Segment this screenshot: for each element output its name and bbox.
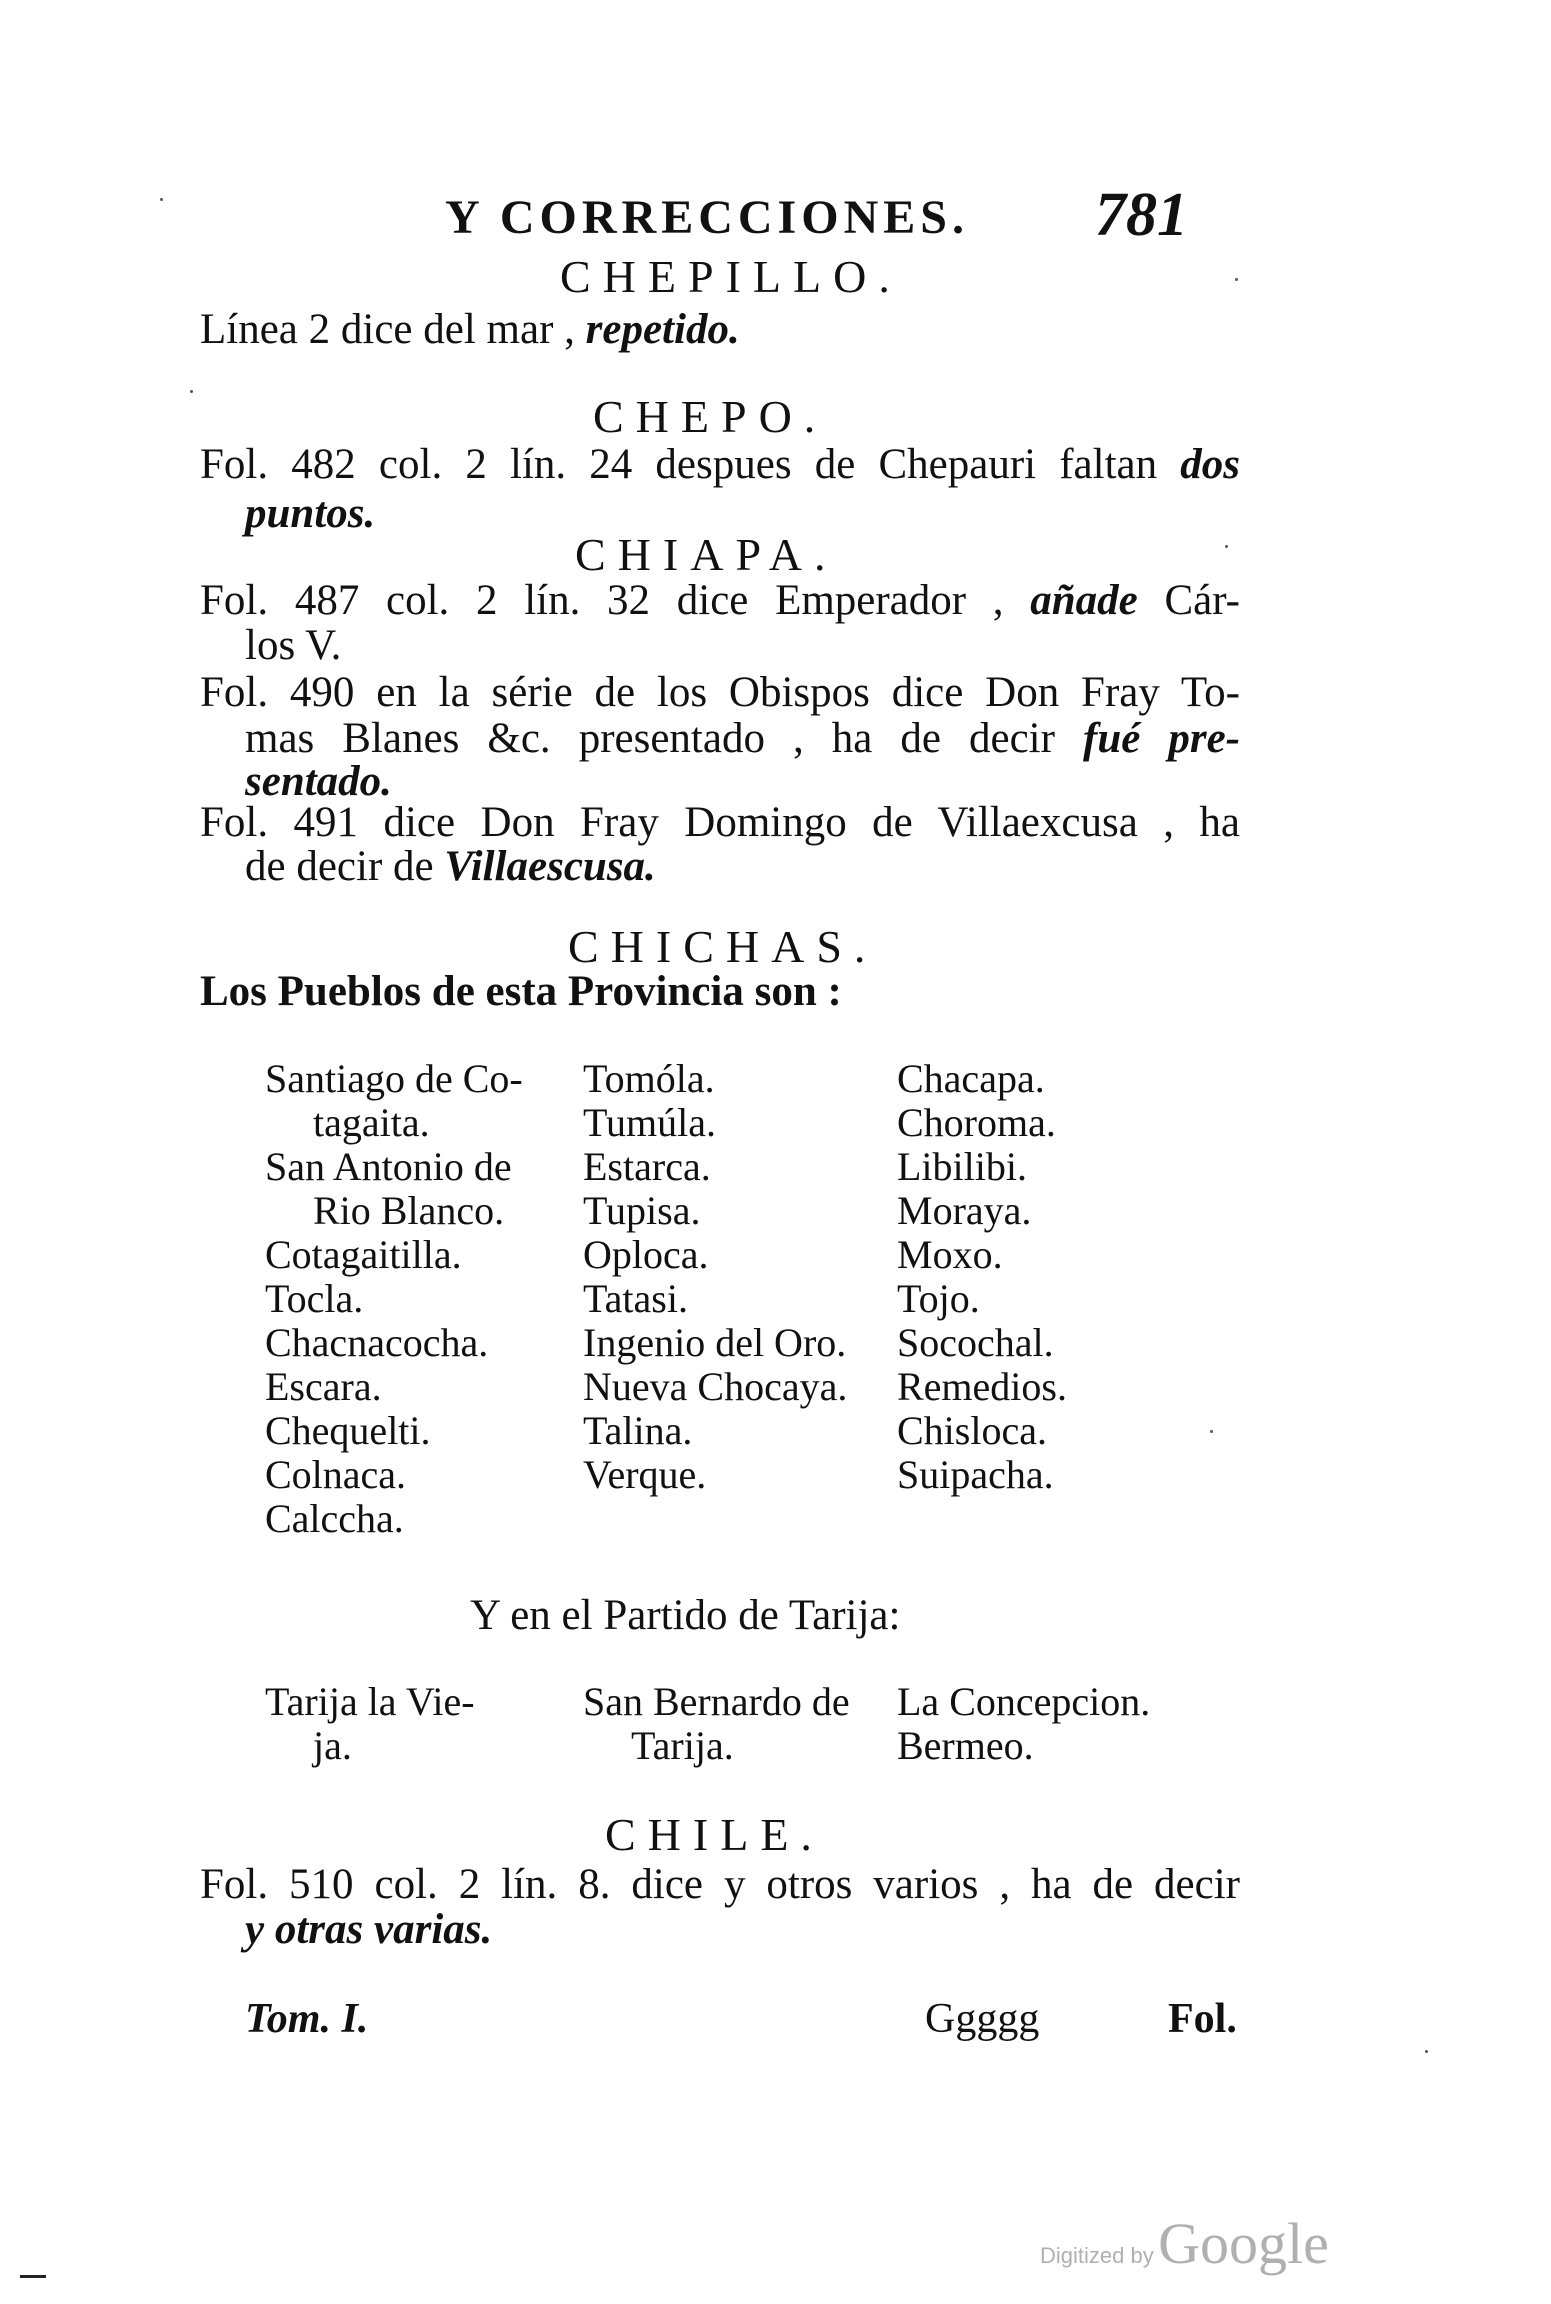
chepo-line-2: puntos. [245,490,376,537]
running-title: Y CORRECCIONES. [445,191,969,244]
list-item: Calccha. [265,1496,404,1541]
signature-mark: Ggggg [925,1996,1040,2042]
list-item: Tarija. [631,1723,734,1768]
list-item: Tumúla. [583,1100,717,1145]
list-item: Remedios. [897,1364,1067,1409]
chiapa-e3-text: de decir de [245,843,434,890]
list-item: Bermeo. [897,1723,1034,1768]
list-item: Tojo. [897,1276,980,1321]
chepo-text: Fol. 482 col. 2 lín. 24 despues de Chepauri faltan [200,441,1158,488]
list-item: Ingenio del Oro. [583,1320,847,1365]
tarija-intro: Y en el Partido de Tarija: [470,1592,901,1639]
section-title-chepillo: CHEPILLO. [560,251,902,302]
chiapa-entry-2-line-3: sentado. [245,758,392,805]
chile-line-2: y otras varias. [245,1906,493,1953]
list-item: Tomóla. [583,1056,715,1101]
google-logo-text: Google [1158,2211,1329,2276]
list-item: Socochal. [897,1320,1054,1365]
scan-speck [1425,2050,1428,2053]
catchword: Fol. [1168,1996,1237,2042]
chiapa-entry-3-line-1: Fol. 491 dice Don Fray Domingo de Villaexcusa , ha [200,799,1240,846]
scan-speck [1235,278,1238,281]
list-item: Colnaca. [265,1452,407,1497]
chiapa-e1-text: Fol. 487 col. 2 lín. 32 dice Emperador , [200,577,1004,624]
scan-speck [1210,1430,1213,1433]
list-item: Tatasi. [583,1276,688,1321]
page-number: 781 [1095,181,1188,249]
chiapa-e1-end: Cár- [1164,577,1240,624]
chiapa-entry-2-line-1: Fol. 490 en la série de los Obispos dice Don Fray To- [200,669,1240,716]
watermark-prefix: Digitized by [1040,2243,1154,2268]
list-item: Tocla. [265,1276,364,1321]
chepo-italic: dos [1180,441,1241,488]
chichas-intro: Los Pueblos de esta Provincia son : [200,968,842,1015]
list-item: Escara. [265,1364,382,1409]
chiapa-e3-italic: Villaescusa. [444,843,656,890]
list-item: La Concepcion. [897,1679,1151,1724]
chiapa-entry-2-line-2 [245,714,1240,763]
list-item: Rio Blanco. [313,1188,505,1233]
chepillo-line-1 [200,306,740,354]
section-title-chichas: CHICHAS. [568,921,878,972]
chichas-column-1 [265,1057,523,1541]
section-title-chile: CHILE. [605,1809,824,1860]
list-item: Chisloca. [897,1408,1047,1453]
volume-mark: Tom. I. [245,1996,369,2042]
chiapa-e1-italic: añade [1030,577,1138,624]
tarija-column-2 [583,1680,850,1768]
list-item: Choroma. [897,1100,1056,1145]
section-title-chepo: CHEPO. [593,391,828,442]
scan-speck [190,390,193,393]
tarija-column-3 [897,1680,1150,1768]
list-item: Moraya. [897,1188,1032,1233]
list-item: Oploca. [583,1232,709,1277]
chiapa-entry-3-line-2 [245,843,656,891]
list-item: Cotagaitilla. [265,1232,462,1277]
list-item: Chequelti. [265,1408,431,1453]
chiapa-e2-text: mas Blanes &c. presentado , ha de decir [245,715,1055,762]
list-item: San Bernardo de [583,1679,850,1724]
list-item: Verque. [583,1452,707,1497]
chiapa-e2-italic: fué pre- [1083,715,1240,762]
list-item: Tupisa. [583,1188,701,1233]
scan-edge-mark [20,2275,46,2278]
list-item: Moxo. [897,1232,1003,1277]
list-item: Libilibi. [897,1144,1027,1189]
list-item: Estarca. [583,1144,711,1189]
list-item: Suipacha. [897,1452,1054,1497]
chepillo-italic: repetido. [585,306,740,353]
chile-line-1: Fol. 510 col. 2 lín. 8. dice y otros varios , ha de decir [200,1861,1240,1908]
list-item: Chacnacocha. [265,1320,489,1365]
list-item: Nueva Chocaya. [583,1364,848,1409]
tarija-column-1 [265,1680,475,1768]
chichas-column-2 [583,1057,853,1497]
scan-speck [1225,545,1228,548]
chiapa-entry-1-line-2: los V. [245,622,342,669]
chepillo-text: Línea 2 dice del mar , [200,306,575,353]
section-title-chiapa: CHIAPA. [575,529,838,580]
list-item: Tarija la Vie- [265,1679,475,1724]
chepo-line-1 [200,440,1240,489]
list-item: Talina. [583,1408,693,1453]
list-item: ja. [313,1723,352,1768]
scan-speck [160,198,163,201]
list-item: San Antonio de [265,1144,512,1189]
list-item: Chacapa. [897,1056,1045,1101]
digitized-by-watermark [1040,2210,1329,2277]
list-item: Santiago de Co- [265,1056,523,1101]
list-item: tagaita. [313,1100,430,1145]
chichas-column-3 [897,1057,1067,1497]
chiapa-entry-1-line-1 [200,576,1240,625]
